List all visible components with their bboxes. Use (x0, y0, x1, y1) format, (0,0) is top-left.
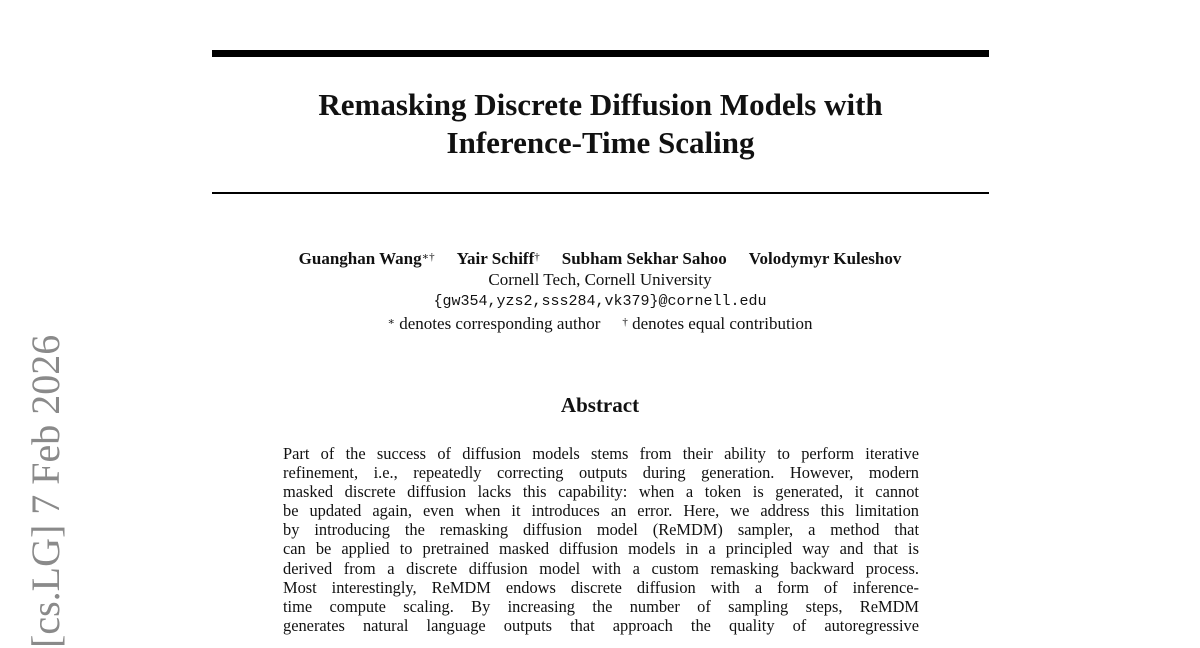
abstract-line: generates natural language outputs that approach the quality of autoregressive (283, 615, 919, 635)
abstract-body (283, 444, 919, 635)
abstract-line: by introducing the remasking diffusion model (ReMDM) sampler, a method that (283, 520, 919, 540)
abstract-heading: Abstract (560, 393, 640, 417)
dagger-symbol: † (622, 316, 628, 328)
abstract-line: be updated again, even when it introduces an error. Here, we address this limitation (283, 501, 919, 521)
star-symbol: ∗ (387, 316, 395, 328)
author-emails: {gw354,yzs2,sss284,vk379}@cornell.edu (433, 293, 767, 310)
paper-title (212, 86, 989, 162)
abstract-line: masked discrete diffusion lacks this capability: when a token is generated, it cannot (283, 482, 919, 502)
title-top-rule (212, 50, 989, 57)
title-bottom-rule (212, 192, 989, 194)
dagger-note: denotes equal contribution (632, 314, 813, 333)
abstract-line: can be applied to pretrained masked diffusion models in a principled way and that is (283, 539, 919, 559)
arxiv-side-stamp: [cs.LG] 7 Feb 2026 (23, 334, 68, 648)
title-line-2: Inference-Time Scaling (446, 125, 755, 160)
abstract-line: time compute scaling. By increasing the number of sampling steps, ReMDM (283, 596, 919, 616)
abstract-line: refinement, i.e., repeatedly correcting outputs during generation. However, modern (283, 463, 919, 483)
author-name: Volodymyr Kuleshov (748, 249, 902, 268)
abstract-line: derived from a discrete diffusion model with a custom remasking backward process. (283, 558, 919, 578)
author-name: Guanghan Wang∗† (298, 249, 435, 268)
author-name: Yair Schiff† (456, 249, 540, 268)
author-name: Subham Sekhar Sahoo (561, 249, 727, 268)
star-note: denotes corresponding author (399, 314, 601, 333)
author-list (0, 248, 1200, 270)
author-notes (0, 314, 1200, 334)
affiliation: Cornell Tech, Cornell University (488, 270, 712, 289)
title-line-1: Remasking Discrete Diffusion Models with (318, 87, 883, 122)
abstract-line: Part of the success of diffusion models stems from their ability to perform iterative (283, 444, 919, 463)
abstract-line: Most interestingly, ReMDM endows discrete diffusion with a form of inference- (283, 577, 919, 597)
